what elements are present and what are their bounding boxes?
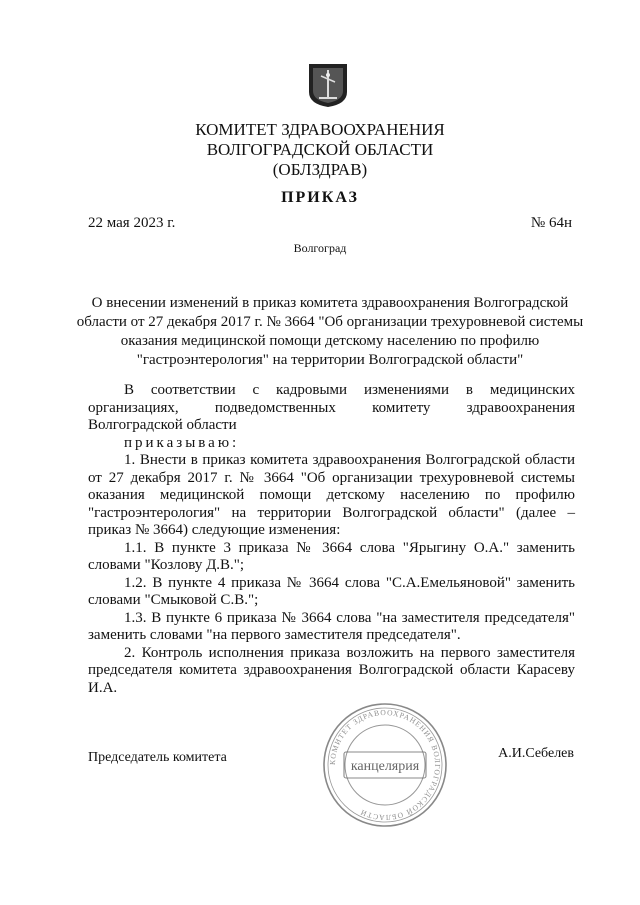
organization-name-line2: ВОЛГОГРАДСКОЙ ОБЛАСТИ [206, 140, 434, 159]
stamp-ring-text: КОМИТЕТ ЗДРАВООХРАНЕНИЯ ВОЛГОГРАДСКОЙ ОБЛАСТИ [327, 707, 443, 823]
document-city: Волгоград [293, 241, 347, 255]
body-paragraph-item-1-1: 1.1. В пункте 3 приказа № 3664 слова "Ярыгину О.А." заменить словами "Козлову Д.В."; [88, 539, 575, 573]
body-paragraph-item-2: 2. Контроль исполнения приказа возложить на первого заместителя председателя комитета здравоохранения Волгоградской области Карасеву И.А. [88, 644, 575, 696]
body-paragraph-preamble: В соответствии с кадровыми изменениями в медицинских организациях, подведомственных комитету здравоохранения Волгоградской области [88, 382, 575, 433]
document-title: ПРИКАЗ [281, 189, 359, 206]
body-paragraph-item-1-2: 1.2. В пункте 4 приказа № 3664 слова "С.А.Емельяновой" заменить словами "Смыковой С.В."; [88, 574, 575, 608]
stamp-center-text: канцелярия [350, 759, 420, 774]
organization-short-name: (ОБЛЗДРАВ) [272, 160, 368, 179]
document-date: 22 мая 2023 г. [88, 215, 176, 231]
document-number: № 64н [530, 215, 572, 231]
body-paragraph-order: приказываю: [124, 434, 240, 451]
body-paragraph-item-1-3: 1.3. В пункте 6 приказа № 3664 слова "на заместителя председателя" заменить словами "на первого заместителя председателя". [88, 609, 575, 643]
document-subject: О внесении изменений в приказ комитета здравоохранения Волгоградской области от 27 декабря 2017 г. № 3664 "Об организации трехуровневой системы оказания медицинской помощи детскому населению по профилю "гастроэнтерология" на территории Волгоградской области" [76, 295, 584, 368]
office-stamp [320, 700, 450, 830]
body-paragraph-item-1: 1. Внести в приказ комитета здравоохранения Волгоградской области от 27 декабря 2017 г. № 3664 "Об организации трехуровневой системы оказания медицинской помощи детскому населению по профилю "гастроэнтерология" на территории Волгоградской области" (далее – приказ № 3664) следующие изменения: [88, 452, 575, 538]
signer-position: Председатель комитета [88, 750, 227, 765]
document-body [88, 382, 575, 697]
coat-of-arms-icon [307, 62, 349, 108]
signer-name: А.И.Себелев [498, 746, 574, 761]
organization-name-line1: КОМИТЕТ ЗДРАВООХРАНЕНИЯ [195, 120, 445, 139]
